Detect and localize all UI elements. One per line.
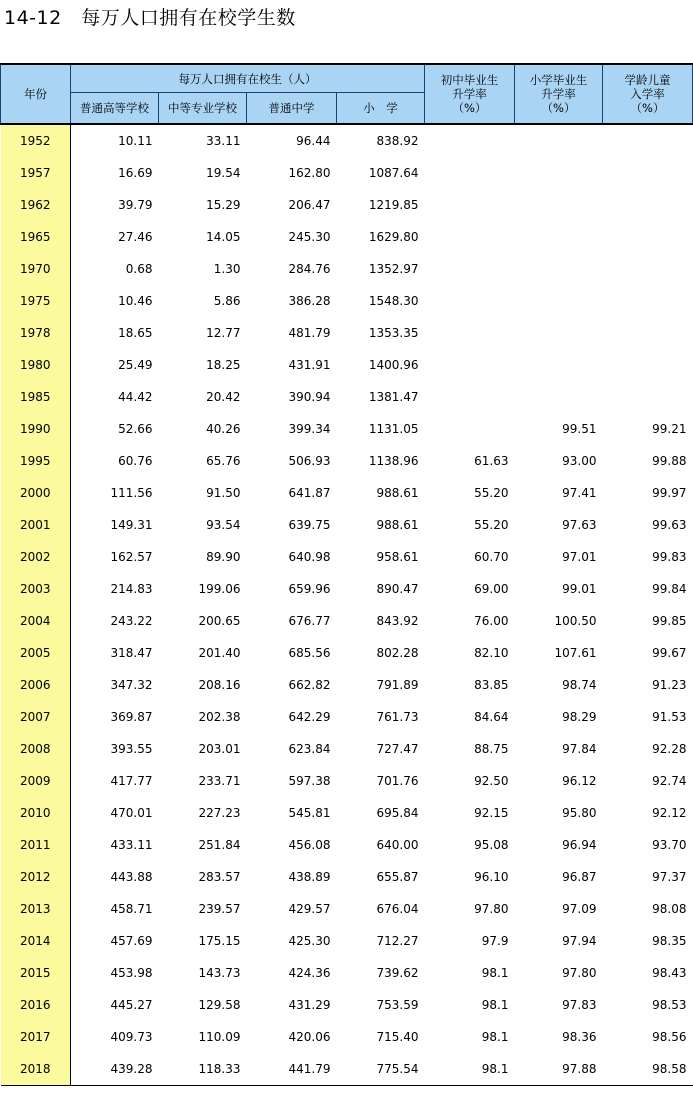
table-row xyxy=(1,317,693,349)
primary-school-cell: 1381.47 xyxy=(368,390,419,404)
year-cell: 1980 xyxy=(1,349,71,381)
secondary-vocational-cell: 233.71 xyxy=(198,774,241,788)
primary-school-cell: 715.40 xyxy=(376,1030,419,1044)
middle-school-cell: 506.93 xyxy=(288,454,331,468)
table-row xyxy=(1,1053,693,1086)
enroll-rate-cell: 99.88 xyxy=(652,454,687,468)
secondary-vocational-cell: 19.54 xyxy=(206,166,241,180)
higher-education-cell: 16.69 xyxy=(118,166,153,180)
primary-rate-cell xyxy=(515,221,603,253)
higher-education-cell: 318.47 xyxy=(110,646,153,660)
table-row xyxy=(1,957,693,989)
primary-school-cell: 802.28 xyxy=(376,646,419,660)
junior-rate-cell: 98.1 xyxy=(481,998,509,1012)
junior-rate-cell xyxy=(425,381,515,413)
junior-rate-cell: 84.64 xyxy=(474,710,509,724)
primary-rate-cell xyxy=(515,124,603,157)
header-students-group: 每万人口拥有在校生（人） xyxy=(71,64,425,93)
higher-education-cell: 445.27 xyxy=(110,998,153,1012)
year-cell: 2018 xyxy=(1,1053,71,1086)
primary-school-cell: 739.62 xyxy=(376,966,419,980)
data-table-container xyxy=(0,63,692,1086)
table-row xyxy=(1,701,693,733)
secondary-vocational-cell: 18.25 xyxy=(206,358,241,372)
middle-school-cell: 685.56 xyxy=(288,646,331,660)
primary-rate-cell: 97.84 xyxy=(562,742,597,756)
higher-education-cell: 60.76 xyxy=(118,454,153,468)
year-cell: 2010 xyxy=(1,797,71,829)
primary-school-cell: 1087.64 xyxy=(368,166,419,180)
higher-education-cell: 470.01 xyxy=(110,806,153,820)
junior-rate-cell xyxy=(425,413,515,445)
junior-rate-cell xyxy=(425,349,515,381)
secondary-vocational-cell: 93.54 xyxy=(206,518,241,532)
table-body xyxy=(1,124,693,1086)
higher-education-cell: 214.83 xyxy=(110,582,153,596)
header-secondary-vocational: 中等专业学校 xyxy=(159,93,247,125)
middle-school-cell: 245.30 xyxy=(288,230,331,244)
primary-school-cell: 701.76 xyxy=(376,774,419,788)
enroll-rate-cell xyxy=(603,221,693,253)
primary-school-cell: 1131.05 xyxy=(368,422,419,436)
middle-school-cell: 641.87 xyxy=(288,486,331,500)
enroll-rate-cell: 92.12 xyxy=(652,806,687,820)
year-cell: 1952 xyxy=(1,124,71,157)
secondary-vocational-cell: 118.33 xyxy=(159,1053,247,1086)
enroll-rate-cell: 91.23 xyxy=(652,678,687,692)
secondary-vocational-cell: 199.06 xyxy=(198,582,241,596)
year-cell: 2000 xyxy=(1,477,71,509)
junior-rate-cell: 60.70 xyxy=(474,550,509,564)
year-cell: 2008 xyxy=(1,733,71,765)
higher-education-cell: 409.73 xyxy=(110,1030,153,1044)
middle-school-cell: 639.75 xyxy=(288,518,331,532)
junior-rate-cell: 98.1 xyxy=(425,1053,515,1086)
year-cell: 2006 xyxy=(1,669,71,701)
enroll-rate-cell: 97.37 xyxy=(652,870,687,884)
secondary-vocational-cell: 91.50 xyxy=(206,486,241,500)
middle-school-cell: 399.34 xyxy=(288,422,331,436)
junior-rate-cell xyxy=(425,221,515,253)
junior-rate-cell: 98.1 xyxy=(481,966,509,980)
table-row xyxy=(1,157,693,189)
higher-education-cell: 443.88 xyxy=(110,870,153,884)
higher-education-cell: 417.77 xyxy=(110,774,153,788)
primary-school-cell: 890.47 xyxy=(376,582,419,596)
primary-rate-cell: 93.00 xyxy=(562,454,597,468)
secondary-vocational-cell: 202.38 xyxy=(198,710,241,724)
table-row xyxy=(1,189,693,221)
year-cell: 2011 xyxy=(1,829,71,861)
middle-school-cell: 284.76 xyxy=(288,262,331,276)
secondary-vocational-cell: 227.23 xyxy=(198,806,241,820)
primary-rate-cell: 98.36 xyxy=(562,1030,597,1044)
middle-school-cell: 431.29 xyxy=(288,998,331,1012)
middle-school-cell: 96.44 xyxy=(296,134,331,148)
year-cell: 1970 xyxy=(1,253,71,285)
enroll-rate-cell: 98.43 xyxy=(652,966,687,980)
primary-rate-cell: 97.09 xyxy=(562,902,597,916)
junior-rate-cell: 61.63 xyxy=(474,454,509,468)
enroll-rate-cell: 98.53 xyxy=(652,998,687,1012)
table-row xyxy=(1,1021,693,1053)
primary-school-cell: 1353.35 xyxy=(368,326,419,340)
table-row xyxy=(1,893,693,925)
secondary-vocational-cell: 12.77 xyxy=(206,326,241,340)
enroll-rate-cell: 98.35 xyxy=(652,934,687,948)
table-row xyxy=(1,669,693,701)
higher-education-cell: 25.49 xyxy=(118,358,153,372)
table-header xyxy=(1,64,693,124)
enroll-rate-cell: 99.84 xyxy=(652,582,687,596)
primary-rate-cell: 96.87 xyxy=(562,870,597,884)
junior-rate-cell: 76.00 xyxy=(474,614,509,628)
primary-school-cell: 753.59 xyxy=(376,998,419,1012)
junior-rate-cell: 55.20 xyxy=(474,486,509,500)
primary-rate-cell: 100.50 xyxy=(554,614,597,628)
primary-rate-cell: 98.74 xyxy=(562,678,597,692)
secondary-vocational-cell: 1.30 xyxy=(213,262,241,276)
primary-rate-cell: 99.51 xyxy=(562,422,597,436)
enroll-rate-cell: 98.58 xyxy=(603,1053,693,1086)
junior-rate-cell: 96.10 xyxy=(474,870,509,884)
middle-school-cell: 425.30 xyxy=(288,934,331,948)
primary-rate-cell: 97.80 xyxy=(562,966,597,980)
primary-school-cell: 775.54 xyxy=(337,1053,425,1086)
header-primary-rate: 小学毕业生 升学率 （%） xyxy=(515,64,603,124)
secondary-vocational-cell: 89.90 xyxy=(206,550,241,564)
primary-school-cell: 1400.96 xyxy=(368,358,419,372)
primary-rate-cell: 98.29 xyxy=(562,710,597,724)
table-row xyxy=(1,221,693,253)
secondary-vocational-cell: 40.26 xyxy=(206,422,241,436)
primary-rate-cell xyxy=(515,253,603,285)
header-enroll-rate: 学龄儿童 入学率 （%） xyxy=(603,64,693,124)
enroll-rate-cell xyxy=(603,253,693,285)
table-row xyxy=(1,413,693,445)
higher-education-cell: 433.11 xyxy=(110,838,153,852)
higher-education-cell: 369.87 xyxy=(110,710,153,724)
primary-rate-cell: 96.12 xyxy=(562,774,597,788)
primary-rate-cell: 95.80 xyxy=(562,806,597,820)
junior-rate-cell: 88.75 xyxy=(474,742,509,756)
year-cell: 1962 xyxy=(1,189,71,221)
table-row xyxy=(1,541,693,573)
primary-school-cell: 838.92 xyxy=(376,134,419,148)
primary-school-cell: 1629.80 xyxy=(368,230,419,244)
middle-school-cell: 162.80 xyxy=(288,166,331,180)
year-cell: 2013 xyxy=(1,893,71,925)
secondary-vocational-cell: 143.73 xyxy=(198,966,241,980)
enroll-rate-cell: 93.70 xyxy=(652,838,687,852)
higher-education-cell: 44.42 xyxy=(118,390,153,404)
primary-school-cell: 1548.30 xyxy=(368,294,419,308)
enroll-rate-cell: 99.83 xyxy=(652,550,687,564)
secondary-vocational-cell: 239.57 xyxy=(198,902,241,916)
higher-education-cell: 111.56 xyxy=(110,486,153,500)
higher-education-cell: 243.22 xyxy=(110,614,153,628)
primary-school-cell: 727.47 xyxy=(376,742,419,756)
middle-school-cell: 390.94 xyxy=(288,390,331,404)
primary-rate-cell: 97.41 xyxy=(562,486,597,500)
table-row xyxy=(1,637,693,669)
junior-rate-cell xyxy=(425,189,515,221)
middle-school-cell: 429.57 xyxy=(288,902,331,916)
primary-school-cell: 791.89 xyxy=(376,678,419,692)
table-row xyxy=(1,445,693,477)
secondary-vocational-cell: 200.65 xyxy=(198,614,241,628)
middle-school-cell: 441.79 xyxy=(247,1053,337,1086)
middle-school-cell: 431.91 xyxy=(288,358,331,372)
year-cell: 2002 xyxy=(1,541,71,573)
junior-rate-cell: 92.15 xyxy=(474,806,509,820)
secondary-vocational-cell: 20.42 xyxy=(206,390,241,404)
primary-school-cell: 1219.85 xyxy=(368,198,419,212)
secondary-vocational-cell: 14.05 xyxy=(206,230,241,244)
middle-school-cell: 420.06 xyxy=(288,1030,331,1044)
primary-rate-cell: 97.88 xyxy=(515,1053,603,1086)
table-row xyxy=(1,124,693,157)
middle-school-cell: 662.82 xyxy=(288,678,331,692)
year-cell: 2016 xyxy=(1,989,71,1021)
students-per-10000-table xyxy=(0,63,693,1086)
higher-education-cell: 0.68 xyxy=(125,262,153,276)
year-cell: 1995 xyxy=(1,445,71,477)
primary-rate-cell: 99.01 xyxy=(562,582,597,596)
primary-school-cell: 843.92 xyxy=(376,614,419,628)
table-row xyxy=(1,765,693,797)
higher-education-cell: 10.11 xyxy=(118,134,153,148)
middle-school-cell: 438.89 xyxy=(288,870,331,884)
year-cell: 1957 xyxy=(1,157,71,189)
enroll-rate-cell xyxy=(603,349,693,381)
enroll-rate-cell: 98.56 xyxy=(652,1030,687,1044)
enroll-rate-cell xyxy=(603,381,693,413)
junior-rate-cell xyxy=(425,253,515,285)
higher-education-cell: 27.46 xyxy=(118,230,153,244)
header-middle-school: 普通中学 xyxy=(247,93,337,125)
year-cell: 2017 xyxy=(1,1021,71,1053)
year-cell: 2007 xyxy=(1,701,71,733)
enroll-rate-cell: 99.85 xyxy=(652,614,687,628)
year-cell: 1990 xyxy=(1,413,71,445)
junior-rate-cell: 82.10 xyxy=(474,646,509,660)
primary-school-cell: 695.84 xyxy=(376,806,419,820)
primary-rate-cell: 97.94 xyxy=(562,934,597,948)
primary-rate-cell xyxy=(515,157,603,189)
enroll-rate-cell: 99.21 xyxy=(652,422,687,436)
enroll-rate-cell xyxy=(603,124,693,157)
middle-school-cell: 676.77 xyxy=(288,614,331,628)
enroll-rate-cell: 99.63 xyxy=(652,518,687,532)
year-cell: 1985 xyxy=(1,381,71,413)
year-cell: 1978 xyxy=(1,317,71,349)
higher-education-cell: 39.79 xyxy=(118,198,153,212)
junior-rate-cell xyxy=(425,285,515,317)
primary-school-cell: 761.73 xyxy=(376,710,419,724)
junior-rate-cell: 95.08 xyxy=(474,838,509,852)
primary-school-cell: 640.00 xyxy=(376,838,419,852)
higher-education-cell: 162.57 xyxy=(110,550,153,564)
junior-rate-cell: 83.85 xyxy=(474,678,509,692)
secondary-vocational-cell: 65.76 xyxy=(206,454,241,468)
table-row xyxy=(1,797,693,829)
table-row xyxy=(1,925,693,957)
middle-school-cell: 424.36 xyxy=(288,966,331,980)
year-cell: 2014 xyxy=(1,925,71,957)
primary-school-cell: 655.87 xyxy=(376,870,419,884)
table-row xyxy=(1,285,693,317)
secondary-vocational-cell: 110.09 xyxy=(198,1030,241,1044)
enroll-rate-cell xyxy=(603,157,693,189)
table-row xyxy=(1,509,693,541)
table-row xyxy=(1,829,693,861)
header-primary-school: 小 学 xyxy=(337,93,425,125)
secondary-vocational-cell: 175.15 xyxy=(198,934,241,948)
year-cell: 2003 xyxy=(1,573,71,605)
secondary-vocational-cell: 5.86 xyxy=(213,294,241,308)
table-row xyxy=(1,477,693,509)
higher-education-cell: 453.98 xyxy=(110,966,153,980)
enroll-rate-cell xyxy=(603,317,693,349)
year-cell: 2001 xyxy=(1,509,71,541)
middle-school-cell: 456.08 xyxy=(288,838,331,852)
secondary-vocational-cell: 201.40 xyxy=(198,646,241,660)
middle-school-cell: 545.81 xyxy=(288,806,331,820)
primary-school-cell: 676.04 xyxy=(376,902,419,916)
enroll-rate-cell xyxy=(603,285,693,317)
table-row xyxy=(1,989,693,1021)
junior-rate-cell: 97.80 xyxy=(474,902,509,916)
year-cell: 2009 xyxy=(1,765,71,797)
table-row xyxy=(1,861,693,893)
primary-rate-cell xyxy=(515,189,603,221)
middle-school-cell: 623.84 xyxy=(288,742,331,756)
secondary-vocational-cell: 33.11 xyxy=(206,134,241,148)
enroll-rate-cell: 91.53 xyxy=(652,710,687,724)
junior-rate-cell: 92.50 xyxy=(474,774,509,788)
enroll-rate-cell xyxy=(603,189,693,221)
junior-rate-cell xyxy=(425,124,515,157)
year-cell: 1975 xyxy=(1,285,71,317)
enroll-rate-cell: 99.67 xyxy=(652,646,687,660)
secondary-vocational-cell: 15.29 xyxy=(206,198,241,212)
primary-school-cell: 988.61 xyxy=(376,518,419,532)
primary-rate-cell xyxy=(515,317,603,349)
secondary-vocational-cell: 203.01 xyxy=(198,742,241,756)
middle-school-cell: 640.98 xyxy=(288,550,331,564)
enroll-rate-cell: 99.97 xyxy=(652,486,687,500)
secondary-vocational-cell: 283.57 xyxy=(198,870,241,884)
header-junior-rate: 初中毕业生 升学率 （%） xyxy=(425,64,515,124)
table-row xyxy=(1,573,693,605)
middle-school-cell: 642.29 xyxy=(288,710,331,724)
primary-school-cell: 958.61 xyxy=(376,550,419,564)
page-title: 14-12 每万人口拥有在校学生数 xyxy=(4,7,296,29)
higher-education-cell: 149.31 xyxy=(110,518,153,532)
primary-rate-cell xyxy=(515,349,603,381)
middle-school-cell: 206.47 xyxy=(288,198,331,212)
table-row xyxy=(1,349,693,381)
junior-rate-cell: 55.20 xyxy=(474,518,509,532)
table-row xyxy=(1,605,693,637)
higher-education-cell: 18.65 xyxy=(118,326,153,340)
higher-education-cell: 52.66 xyxy=(118,422,153,436)
table-row xyxy=(1,733,693,765)
higher-education-cell: 439.28 xyxy=(71,1053,159,1086)
middle-school-cell: 597.38 xyxy=(288,774,331,788)
primary-rate-cell: 97.83 xyxy=(562,998,597,1012)
table-row xyxy=(1,381,693,413)
enroll-rate-cell: 92.28 xyxy=(652,742,687,756)
header-higher-education: 普通高等学校 xyxy=(71,93,159,125)
middle-school-cell: 481.79 xyxy=(288,326,331,340)
year-cell: 2005 xyxy=(1,637,71,669)
primary-rate-cell xyxy=(515,285,603,317)
higher-education-cell: 458.71 xyxy=(110,902,153,916)
secondary-vocational-cell: 251.84 xyxy=(198,838,241,852)
primary-school-cell: 988.61 xyxy=(376,486,419,500)
junior-rate-cell xyxy=(425,157,515,189)
year-cell: 2015 xyxy=(1,957,71,989)
middle-school-cell: 659.96 xyxy=(288,582,331,596)
primary-rate-cell: 107.61 xyxy=(554,646,597,660)
primary-rate-cell: 96.94 xyxy=(562,838,597,852)
enroll-rate-cell: 92.74 xyxy=(652,774,687,788)
primary-rate-cell xyxy=(515,381,603,413)
middle-school-cell: 386.28 xyxy=(288,294,331,308)
year-cell: 2012 xyxy=(1,861,71,893)
primary-rate-cell: 97.63 xyxy=(562,518,597,532)
higher-education-cell: 347.32 xyxy=(110,678,153,692)
higher-education-cell: 393.55 xyxy=(110,742,153,756)
primary-school-cell: 1138.96 xyxy=(368,454,419,468)
primary-rate-cell: 97.01 xyxy=(562,550,597,564)
table-row xyxy=(1,253,693,285)
primary-school-cell: 1352.97 xyxy=(368,262,419,276)
header-year: 年份 xyxy=(1,64,71,124)
junior-rate-cell xyxy=(425,317,515,349)
junior-rate-cell: 98.1 xyxy=(481,1030,509,1044)
year-cell: 2004 xyxy=(1,605,71,637)
year-cell: 1965 xyxy=(1,221,71,253)
junior-rate-cell: 97.9 xyxy=(481,934,509,948)
higher-education-cell: 10.46 xyxy=(118,294,153,308)
secondary-vocational-cell: 208.16 xyxy=(198,678,241,692)
enroll-rate-cell: 98.08 xyxy=(652,902,687,916)
secondary-vocational-cell: 129.58 xyxy=(198,998,241,1012)
primary-school-cell: 712.27 xyxy=(376,934,419,948)
junior-rate-cell: 69.00 xyxy=(474,582,509,596)
higher-education-cell: 457.69 xyxy=(110,934,153,948)
